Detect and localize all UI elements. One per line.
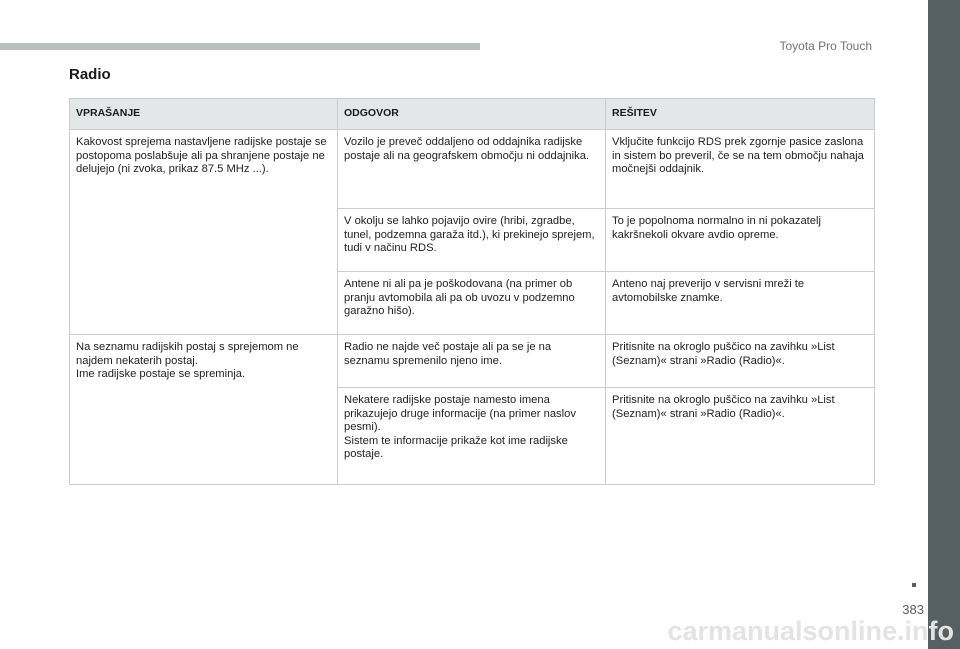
- table-row: [70, 335, 875, 388]
- header-rule: [0, 43, 480, 50]
- solution-cell: Anteno naj preverijo v servisni mreži te avtomobilske znamke.: [606, 272, 875, 335]
- table-row: [70, 130, 875, 209]
- page-marker-dot: [912, 583, 916, 587]
- answer-cell: Radio ne najde več postaje ali pa se je na seznamu spremenilo njeno ime.: [338, 335, 606, 388]
- solution-cell: Pritisnite na okroglo puščico na zavihku »List (Seznam)« strani »Radio (Radio)«.: [606, 388, 875, 485]
- side-band: [928, 0, 960, 649]
- table-header-row: [70, 99, 875, 130]
- column-header-solution: REŠITEV: [606, 99, 875, 130]
- question-cell: Kakovost sprejema nastavljene radijske postaje se postopoma poslabšuje ali pa shranjene postaje ne delujejo (ni zvoka, prikaz 87.5 MHz ...).: [70, 130, 338, 335]
- troubleshooting-table: [69, 98, 875, 485]
- answer-cell: V okolju se lahko pojavijo ovire (hribi, zgradbe, tunel, podzemna garaža itd.), ki prekinejo sprejem, tudi v načinu RDS.: [338, 209, 606, 272]
- column-header-question: VPRAŠANJE: [70, 99, 338, 130]
- page-number: 383: [902, 602, 924, 617]
- solution-cell: Vključite funkcijo RDS prek zgornje pasice zaslona in sistem bo preveril, če se na tem območju nahaja močnejši oddajnik.: [606, 130, 875, 209]
- watermark: carmanualsonline.info: [667, 616, 954, 646]
- answer-cell: Antene ni ali pa je poškodovana (na primer ob pranju avtomobila ali pa ob uvozu v podzemno garažno hišo).: [338, 272, 606, 335]
- answer-cell: Nekatere radijske postaje namesto imena prikazujejo druge informacije (na primer naslov pesmi). Sistem te informacije prikaže kot ime radijske postaje.: [338, 388, 606, 485]
- answer-cell: Vozilo je preveč oddaljeno od oddajnika radijske postaje ali na geografskem območju ni oddajnika.: [338, 130, 606, 209]
- question-cell: Na seznamu radijskih postaj s sprejemom ne najdem nekaterih postaj. Ime radijske postaje se spreminja.: [70, 335, 338, 485]
- solution-cell: To je popolnoma normalno in ni pokazatelj kakršnekoli okvare avdio opreme.: [606, 209, 875, 272]
- manual-title: Toyota Pro Touch: [779, 39, 872, 53]
- solution-cell: Pritisnite na okroglo puščico na zavihku »List (Seznam)« strani »Radio (Radio)«.: [606, 335, 875, 388]
- column-header-answer: ODGOVOR: [338, 99, 606, 130]
- section-title: Radio: [69, 66, 111, 83]
